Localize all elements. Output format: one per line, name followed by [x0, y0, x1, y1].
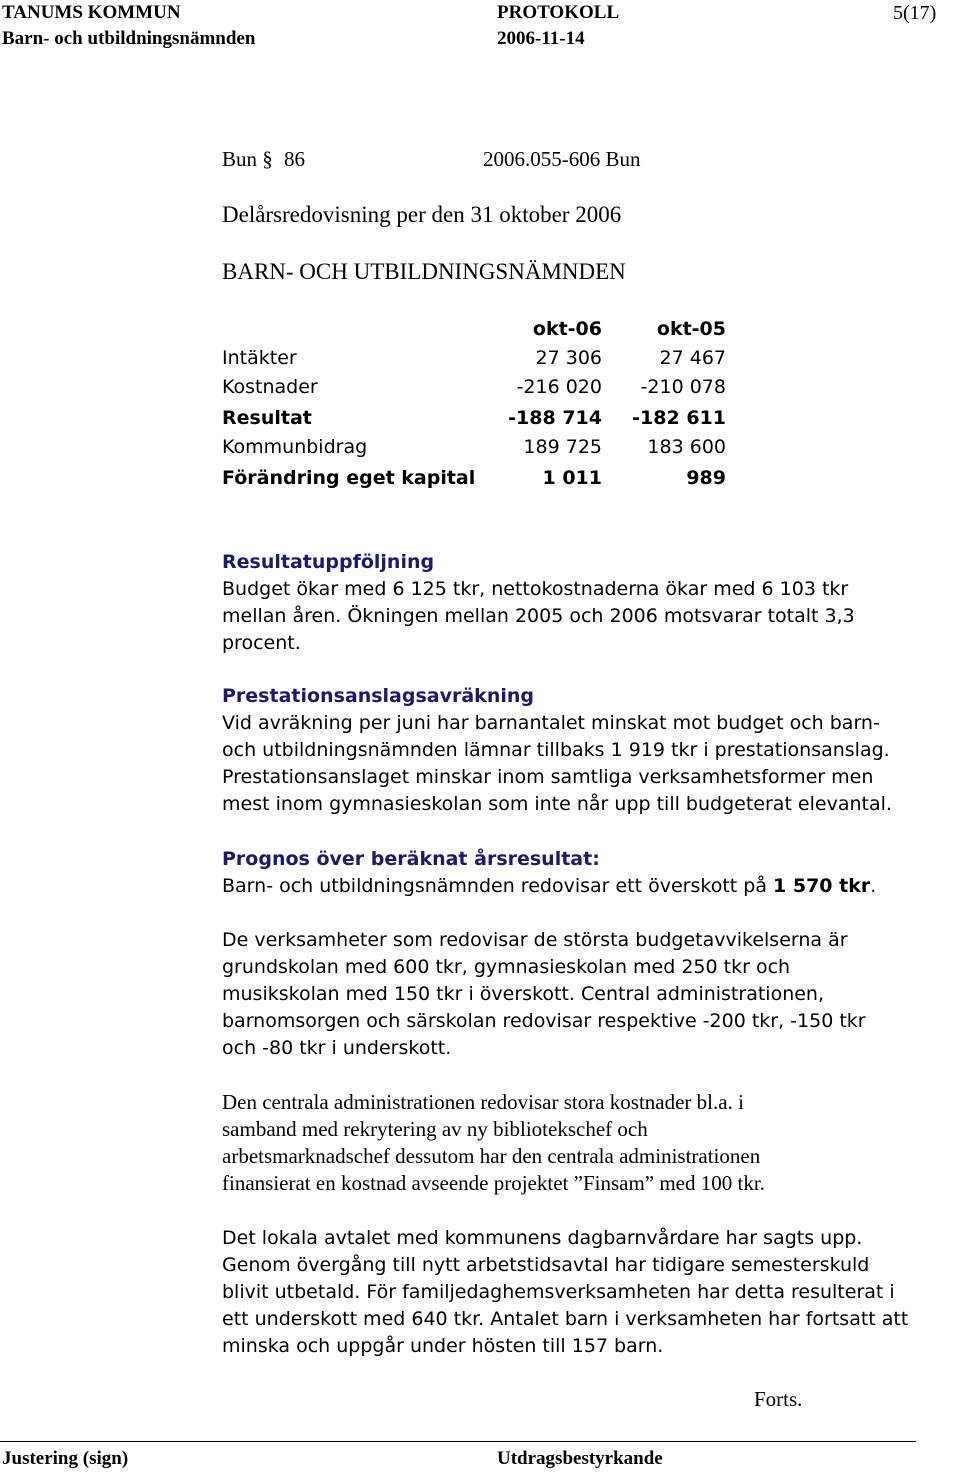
row-label: Kommunbidrag — [222, 436, 368, 458]
text-line: De verksamheter som redovisar de största budgetavvikelserna är — [222, 929, 848, 951]
section-heading: Prestationsanslagsavräkning — [222, 685, 534, 707]
table-row — [222, 347, 742, 377]
text-line: Det lokala avtalet med kommunens dagbarnvårdare har sagts upp. — [222, 1227, 863, 1249]
item-bun: Bun — [222, 147, 258, 171]
header-doc-type: PROTOKOLL — [497, 2, 620, 23]
paragraph-sign: § — [262, 147, 273, 171]
text-line: Vid avräkning per juni har barnantalet minskat mot budget och barn- — [222, 712, 880, 734]
table-row — [222, 467, 742, 497]
row-label: Förändring eget kapital — [222, 467, 476, 489]
section-prognos — [222, 846, 892, 900]
footer-sign-label: Justering (sign) — [2, 1448, 129, 1469]
footer-rule — [0, 1441, 916, 1442]
text-line: Budget ökar med 6 125 tkr, nettokostnaderna ökar med 6 103 tkr — [222, 578, 849, 600]
paragraph-1 — [222, 927, 892, 1062]
row-value: 27 306 — [535, 347, 602, 369]
text-line: arbetsmarknadschef dessutom har den centrala administrationen — [222, 1144, 761, 1168]
header-committee: Barn- och utbildningsnämnden — [2, 28, 256, 49]
table-header-row — [222, 318, 742, 348]
prognos-suffix: . — [870, 875, 877, 897]
column-header: okt-05 — [656, 318, 726, 340]
item-number: 86 — [284, 147, 306, 171]
section-heading: Prognos över beräknat årsresultat: — [222, 848, 600, 870]
text-line: blivit utbetald. För familjedaghemsverksamheten har detta resulterat i — [222, 1281, 895, 1303]
section-heading: Resultatuppföljning — [222, 551, 435, 573]
section-resultat — [222, 549, 892, 657]
footer-extract-label: Utdragsbestyrkande — [497, 1448, 663, 1469]
row-label: Kostnader — [222, 376, 318, 398]
text-line: och -80 tkr i underskott. — [222, 1037, 452, 1059]
row-label: Resultat — [222, 407, 312, 429]
item-label — [222, 146, 305, 173]
continued-note: Forts. — [754, 1387, 803, 1411]
paragraph-2 — [222, 1089, 892, 1197]
paragraph-3 — [222, 1225, 909, 1360]
text-line: samband med rekrytering av ny bibliotekschef och — [222, 1117, 648, 1141]
column-header: okt-06 — [532, 318, 602, 340]
row-value: 27 467 — [659, 347, 726, 369]
text-line: procent. — [222, 632, 301, 654]
text-line — [222, 873, 892, 900]
row-value: 989 — [686, 467, 726, 489]
table-row — [222, 407, 742, 437]
table-row — [222, 436, 742, 466]
text-line: Den centrala administrationen redovisar stora kostnader bl.a. i — [222, 1090, 744, 1114]
header-date: 2006-11-14 — [497, 28, 585, 49]
text-line: mest inom gymnasieskolan som inte når upp till budgeterat elevantal. — [222, 793, 892, 815]
row-label: Intäkter — [222, 347, 297, 369]
text-line: Genom övergång till nytt arbetstidsavtal har tidigare semesterskuld — [222, 1254, 870, 1276]
prognos-text: Barn- och utbildningsnämnden redovisar ett överskott på — [222, 875, 767, 897]
row-value: 1 011 — [542, 467, 602, 489]
header-page: 5(17) — [893, 2, 937, 24]
text-line: musikskolan med 150 tkr i överskott. Central administrationen, — [222, 983, 825, 1005]
row-value: -188 714 — [508, 407, 602, 429]
row-value: -216 020 — [516, 376, 602, 398]
page-title: Delårsredovisning per den 31 oktober 2006 — [222, 202, 622, 227]
text-line: barnomsorgen och särskolan redovisar respektive -200 tkr, -150 tkr — [222, 1010, 866, 1032]
section-prestation — [222, 683, 892, 818]
row-value: 189 725 — [523, 436, 602, 458]
page-subtitle: BARN- OCH UTBILDNINGSNÄMNDEN — [222, 259, 626, 284]
text-line: Prestationsanslaget minskar inom samtliga verksamhetsformer men — [222, 766, 874, 788]
text-line: minska och uppgår under hösten till 157 barn. — [222, 1335, 664, 1357]
item-reference: 2006.055-606 Bun — [483, 147, 641, 171]
row-value: -182 611 — [632, 407, 726, 429]
text-line: finansierat en kostnad avseende projektet ”Finsam” med 100 tkr. — [222, 1171, 765, 1195]
text-line: ett underskott med 640 tkr. Antalet barn i verksamheten har fortsatt att — [222, 1308, 909, 1330]
text-line: mellan åren. Ökningen mellan 2005 och 2006 motsvarar totalt 3,3 — [222, 605, 855, 627]
header-org: TANUMS KOMMUN — [2, 2, 181, 23]
prognos-amount: 1 570 tkr — [773, 875, 871, 897]
text-line: och utbildningsnämnden lämnar tillbaks 1 919 tkr i prestationsanslag. — [222, 739, 890, 761]
row-value: 183 600 — [647, 436, 726, 458]
text-line: grundskolan med 600 tkr, gymnasieskolan med 250 tkr och — [222, 956, 791, 978]
row-value: -210 078 — [640, 376, 726, 398]
table-row — [222, 376, 742, 406]
